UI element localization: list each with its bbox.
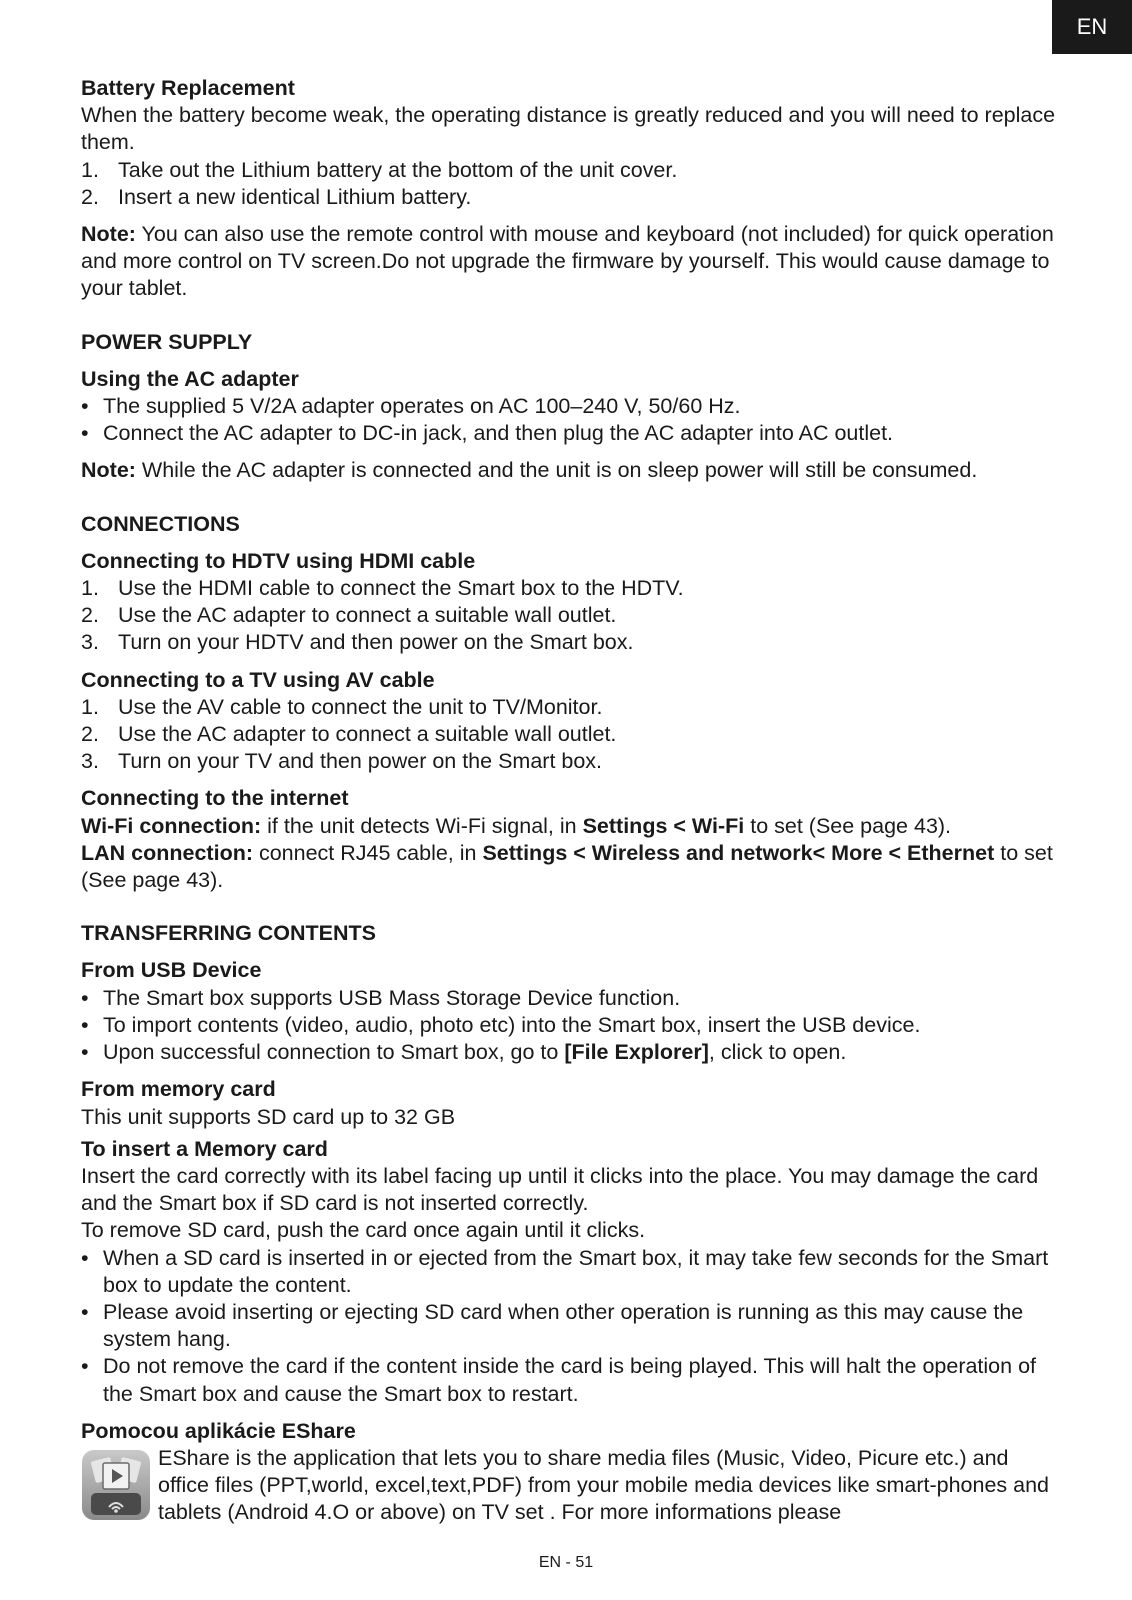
list-item: [81, 575, 1056, 602]
list-item: [81, 393, 1056, 420]
eshare-text: EShare is the application that lets you to share media files (Music, Video, Picure etc.) and office files (PPT,world, excel,text,PDF) from your mobile media devices like smart-phones and tablets (Android 4.O or above) on TV set . For more informations please: [158, 1445, 1050, 1525]
language-tab: EN: [1052, 0, 1132, 54]
bullet-icon: •: [81, 1040, 89, 1065]
list-text: Do not remove the card if the content inside the card is being played. This will halt the operation of the Smart box and cause the Smart box to restart.: [103, 1354, 1037, 1406]
list-item: [81, 420, 1056, 447]
note-label: Note:: [81, 222, 136, 247]
list-text: Please avoid inserting or ejecting SD card when other operation is running as this may cause the system hang.: [103, 1299, 1024, 1352]
wifi-path: Settings < Wi-Fi: [582, 813, 745, 838]
list-text: Use the AC adapter to connect a suitable wall outlet.: [118, 722, 617, 747]
bullet-icon: •: [81, 1299, 89, 1324]
battery-intro: When the battery become weak, the operating distance is greatly reduced and you will need to replace them.: [81, 103, 1056, 155]
eshare-block: [81, 1445, 1056, 1527]
lan-label: LAN connection:: [81, 840, 253, 865]
internet-title: Connecting to the internet: [81, 786, 349, 811]
bullet-icon: •: [81, 1012, 89, 1037]
eshare-app-icon: [81, 1449, 151, 1521]
list-item: [81, 1039, 1056, 1066]
list-number: 3.: [81, 749, 99, 774]
list-text: Use the AV cable to connect the unit to TV/Monitor.: [118, 694, 603, 719]
lan-text: connect RJ45 cable, in: [253, 840, 483, 865]
list-number: 1.: [81, 157, 99, 182]
av-title: Connecting to a TV using AV cable: [81, 667, 435, 692]
list-number: 3.: [81, 630, 99, 655]
page-content: [81, 75, 1056, 1527]
power-subtitle: Using the AC adapter: [81, 366, 299, 391]
list-number: 1.: [81, 694, 99, 719]
power-bullets: [81, 393, 1056, 447]
list-item: [81, 985, 1056, 1012]
av-steps: [81, 694, 1056, 776]
lan-connection: [81, 840, 1056, 894]
note-text: While the AC adapter is connected and the unit is on sleep power will still be consumed.: [135, 458, 978, 483]
battery-steps: [81, 157, 1056, 211]
bullet-icon: •: [81, 421, 89, 446]
list-item: [81, 602, 1056, 629]
wifi-label: Wi-Fi connection:: [81, 813, 262, 838]
insert-card-title: To insert a Memory card: [81, 1136, 328, 1161]
list-item: [81, 1012, 1056, 1039]
wifi-text: if the unit detects Wi-Fi signal, in: [261, 813, 583, 838]
lan-path: Settings < Wireless and network< More < Ethernet: [482, 840, 995, 865]
list-text-pre: Upon successful connection to Smart box, go to: [103, 1040, 565, 1065]
list-item: [81, 1245, 1056, 1299]
bullet-icon: •: [81, 1354, 89, 1379]
list-item: [81, 694, 1056, 721]
card-bullets: [81, 1245, 1056, 1408]
list-number: 2.: [81, 603, 99, 628]
list-number: 1.: [81, 576, 99, 601]
memory-card-title: From memory card: [81, 1077, 276, 1102]
hdmi-steps: [81, 575, 1056, 657]
lan-text-end: to set (See page 43).: [81, 840, 1053, 893]
list-text: To import contents (video, audio, photo etc) into the Smart box, insert the USB device.: [103, 1012, 921, 1037]
list-item: [81, 184, 1056, 211]
list-item: [81, 629, 1056, 656]
list-item: [81, 157, 1056, 184]
power-heading: POWER SUPPLY: [81, 329, 253, 354]
remove-card-text: To remove SD card, push the card once again until it clicks.: [81, 1218, 646, 1243]
list-item: [81, 1353, 1056, 1407]
usb-bullets: [81, 985, 1056, 1067]
list-text: The Smart box supports USB Mass Storage Device function.: [103, 985, 681, 1010]
insert-card-text: Insert the card correctly with its label facing up until it clicks into the place. You may damage the card and the Smart box if SD card is not inserted correctly.: [81, 1163, 1039, 1216]
list-text: Use the HDMI cable to connect the Smart box to the HDTV.: [118, 576, 684, 601]
list-number: 2.: [81, 722, 99, 747]
hdmi-title: Connecting to HDTV using HDMI cable: [81, 548, 476, 573]
list-text: Insert a new identical Lithium battery.: [118, 184, 472, 209]
eshare-title: Pomocou aplikácie EShare: [81, 1418, 356, 1443]
list-text: Connect the AC adapter to DC-in jack, and then plug the AC adapter into AC outlet.: [103, 421, 894, 446]
power-note: [81, 457, 1056, 484]
list-text: Take out the Lithium battery at the bottom of the unit cover.: [118, 157, 678, 182]
connections-heading: CONNECTIONS: [81, 511, 240, 536]
list-text: Turn on your TV and then power on the Smart box.: [118, 749, 603, 774]
list-text: The supplied 5 V/2A adapter operates on AC 100–240 V, 50/60 Hz.: [103, 394, 741, 419]
note-label: Note:: [81, 458, 136, 483]
file-explorer-label: [File Explorer]: [564, 1040, 709, 1065]
wifi-connection: [81, 813, 1056, 840]
list-number: 2.: [81, 184, 99, 209]
battery-note: [81, 221, 1056, 303]
list-item: [81, 721, 1056, 748]
bullet-icon: •: [81, 394, 89, 419]
list-item: [81, 1299, 1056, 1353]
transfer-heading: TRANSFERRING CONTENTS: [81, 921, 377, 946]
list-text: Turn on your HDTV and then power on the Smart box.: [118, 630, 634, 655]
battery-title: Battery Replacement: [81, 76, 295, 100]
list-text: When a SD card is inserted in or ejected from the Smart box, it may take few seconds for the Smart box to update the content.: [103, 1245, 1049, 1297]
bullet-icon: •: [81, 1245, 89, 1270]
note-text: You can also use the remote control with mouse and keyboard (not included) for quick operation and more control on TV screen.Do not upgrade the firmware by yourself. This would cause damage to your tablet.: [81, 222, 1054, 301]
list-text: Use the AC adapter to connect a suitable wall outlet.: [118, 603, 617, 628]
usb-title: From USB Device: [81, 958, 262, 983]
bullet-icon: •: [81, 985, 89, 1010]
list-item: [81, 748, 1056, 775]
page-number: EN - 51: [538, 1554, 594, 1571]
wifi-text-end: to set (See page 43).: [744, 813, 952, 838]
list-text-post: , click to open.: [708, 1040, 847, 1065]
memory-card-text: This unit supports SD card up to 32 GB: [81, 1104, 456, 1129]
